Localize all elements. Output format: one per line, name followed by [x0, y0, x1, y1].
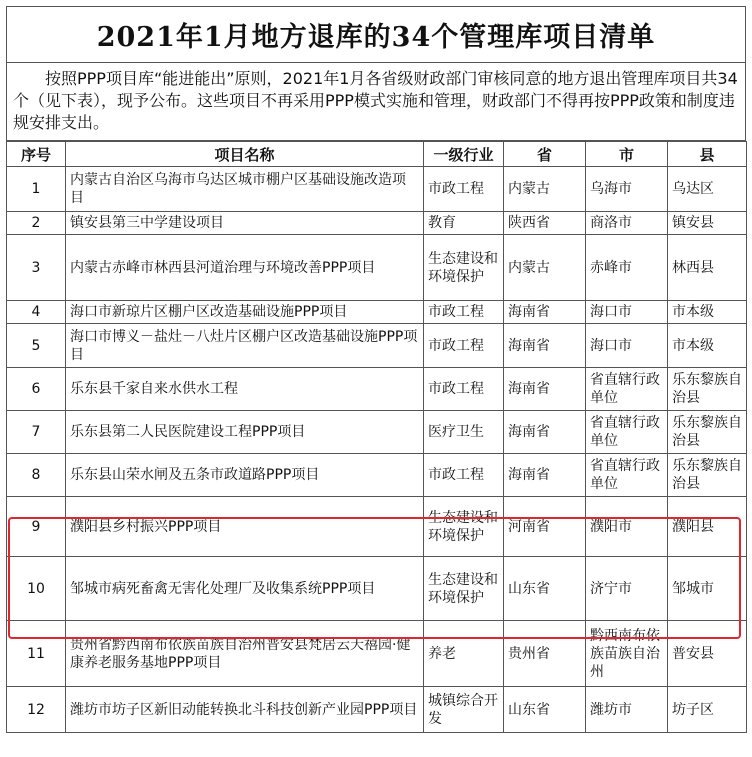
row-industry: 市政工程 — [424, 324, 504, 368]
header-county: 县 — [668, 142, 747, 167]
row-seq: 12 — [7, 687, 66, 733]
row-seq: 11 — [7, 621, 66, 687]
row-province: 内蒙古 — [504, 167, 586, 212]
row-name: 潍坊市坊子区新旧动能转换北斗科技创新产业园PPP项目 — [66, 687, 424, 733]
row-city: 济宁市 — [586, 557, 668, 621]
table-row — [7, 324, 747, 368]
header-seq: 序号 — [7, 142, 66, 167]
row-province: 海南省 — [504, 301, 586, 324]
row-seq: 7 — [7, 411, 66, 454]
table-row — [7, 557, 747, 621]
table-row — [7, 212, 747, 235]
row-city: 海口市 — [586, 324, 668, 368]
row-county: 普安县 — [668, 621, 747, 687]
row-name: 镇安县第三中学建设项目 — [66, 212, 424, 235]
row-seq: 8 — [7, 454, 66, 497]
header-city: 市 — [586, 142, 668, 167]
table-row — [7, 687, 747, 733]
table-row — [7, 497, 747, 557]
row-name: 海口市博义－盐灶－八灶片区棚户区改造基础设施PPP项目 — [66, 324, 424, 368]
row-name: 乐东县第二人民医院建设工程PPP项目 — [66, 411, 424, 454]
table-row — [7, 167, 747, 212]
row-county: 林西县 — [668, 235, 747, 301]
row-name: 乐东县山荣水闸及五条市政道路PPP项目 — [66, 454, 424, 497]
row-industry: 生态建设和环境保护 — [424, 557, 504, 621]
row-city: 省直辖行政单位 — [586, 368, 668, 411]
row-seq: 2 — [7, 212, 66, 235]
row-province: 山东省 — [504, 557, 586, 621]
row-industry: 市政工程 — [424, 368, 504, 411]
table-row — [7, 368, 747, 411]
document-sheet — [6, 6, 746, 733]
intro-paragraph: 按照PPP项目库“能进能出”原则，2021年1月各省级财政部门审核同意的地方退出管理库项目共34个（见下表），现予公布。这些项目不再采用PPP模式实施和管理，财政部门不得再按PPP政策和制度违规安排支出。 — [6, 63, 746, 141]
row-industry: 市政工程 — [424, 301, 504, 324]
row-province: 贵州省 — [504, 621, 586, 687]
row-name: 海口市新琼片区棚户区改造基础设施PPP项目 — [66, 301, 424, 324]
row-name: 内蒙古赤峰市林西县河道治理与环境改善PPP项目 — [66, 235, 424, 301]
row-industry: 生态建设和环境保护 — [424, 235, 504, 301]
row-name: 贵州省黔西南布依族苗族自治州普安县梵居云天禧园·健康养老服务基地PPP项目 — [66, 621, 424, 687]
row-city: 海口市 — [586, 301, 668, 324]
row-county: 市本级 — [668, 301, 747, 324]
row-city: 濮阳市 — [586, 497, 668, 557]
row-county: 市本级 — [668, 324, 747, 368]
row-province: 海南省 — [504, 368, 586, 411]
row-city: 乌海市 — [586, 167, 668, 212]
row-city: 商洛市 — [586, 212, 668, 235]
row-county: 乐东黎族自治县 — [668, 454, 747, 497]
header-industry: 一级行业 — [424, 142, 504, 167]
row-county: 坊子区 — [668, 687, 747, 733]
table-row — [7, 454, 747, 497]
row-county: 邹城市 — [668, 557, 747, 621]
row-province: 山东省 — [504, 687, 586, 733]
row-seq: 9 — [7, 497, 66, 557]
row-industry: 教育 — [424, 212, 504, 235]
table-row — [7, 301, 747, 324]
row-city: 黔西南布依族苗族自治州 — [586, 621, 668, 687]
row-industry: 养老 — [424, 621, 504, 687]
row-county: 乐东黎族自治县 — [668, 368, 747, 411]
row-province: 海南省 — [504, 454, 586, 497]
document-title: 2021年1月地方退库的34个管理库项目清单 — [96, 22, 656, 53]
row-name: 内蒙古自治区乌海市乌达区城市棚户区基础设施改造项目 — [66, 167, 424, 212]
row-province: 海南省 — [504, 324, 586, 368]
row-industry: 市政工程 — [424, 167, 504, 212]
row-province: 内蒙古 — [504, 235, 586, 301]
row-industry: 生态建设和环境保护 — [424, 497, 504, 557]
row-name: 濮阳县乡村振兴PPP项目 — [66, 497, 424, 557]
row-city: 赤峰市 — [586, 235, 668, 301]
table-row — [7, 411, 747, 454]
table-header-row — [7, 142, 747, 167]
row-county: 乐东黎族自治县 — [668, 411, 747, 454]
row-province: 海南省 — [504, 411, 586, 454]
row-industry: 城镇综合开发 — [424, 687, 504, 733]
header-name: 项目名称 — [66, 142, 424, 167]
row-seq: 1 — [7, 167, 66, 212]
header-province: 省 — [504, 142, 586, 167]
row-city: 省直辖行政单位 — [586, 411, 668, 454]
row-seq: 6 — [7, 368, 66, 411]
row-industry: 医疗卫生 — [424, 411, 504, 454]
row-city: 潍坊市 — [586, 687, 668, 733]
row-seq: 10 — [7, 557, 66, 621]
row-name: 邹城市病死畜禽无害化处理厂及收集系统PPP项目 — [66, 557, 424, 621]
row-province: 陕西省 — [504, 212, 586, 235]
row-province: 河南省 — [504, 497, 586, 557]
row-industry: 市政工程 — [424, 454, 504, 497]
project-table — [6, 141, 747, 733]
row-name: 乐东县千家自来水供水工程 — [66, 368, 424, 411]
row-county: 濮阳县 — [668, 497, 747, 557]
row-seq: 5 — [7, 324, 66, 368]
row-seq: 4 — [7, 301, 66, 324]
row-county: 镇安县 — [668, 212, 747, 235]
row-seq: 3 — [7, 235, 66, 301]
title-box — [6, 6, 746, 63]
row-county: 乌达区 — [668, 167, 747, 212]
table-row — [7, 621, 747, 687]
row-city: 省直辖行政单位 — [586, 454, 668, 497]
table-row — [7, 235, 747, 301]
